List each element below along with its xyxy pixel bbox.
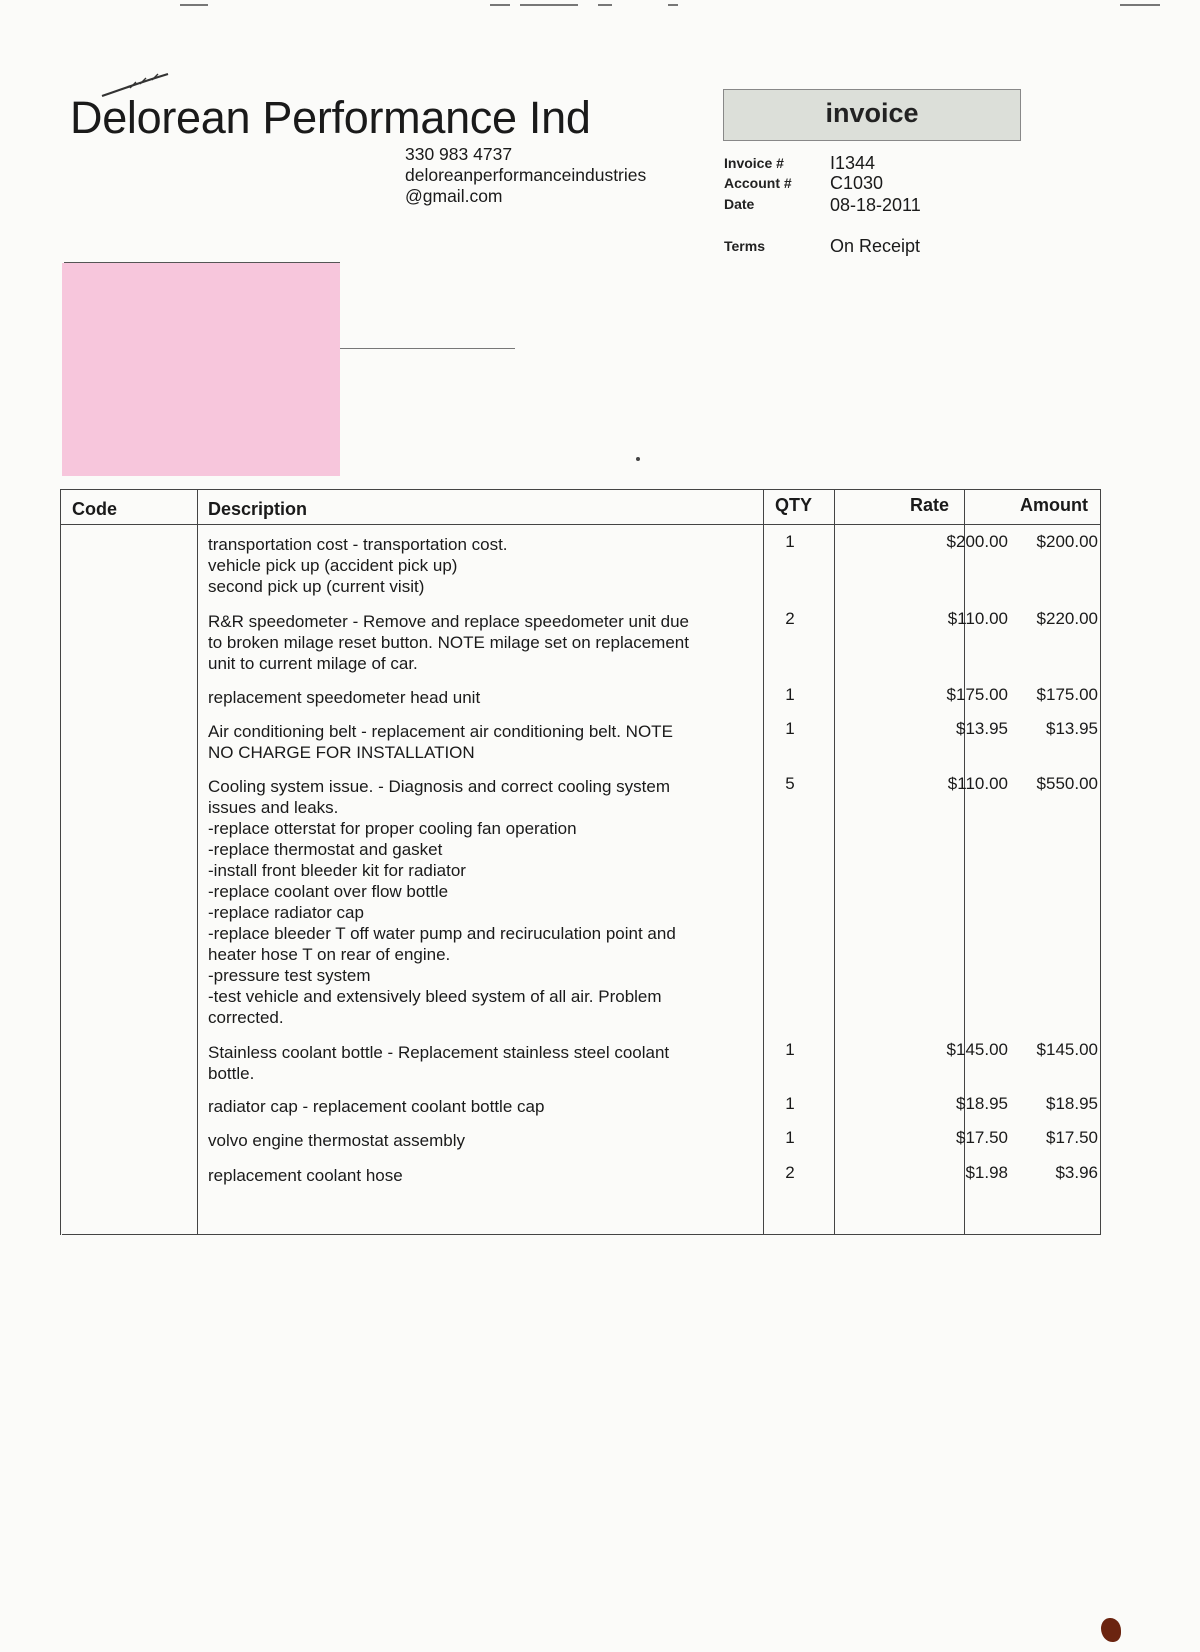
description-line: second pick up (current visit) [208,577,425,596]
invoice-title-box: invoice [723,89,1021,141]
description-line: Cooling system issue. - Diagnosis and correct cooling system [208,777,671,796]
table-border-right [1100,489,1101,1235]
date-value: 08-18-2011 [830,195,921,215]
row-amount: $13.95 [1046,719,1098,738]
row-description [208,1130,748,1151]
description-line: bottle. [208,1064,255,1083]
table-border-top [60,489,1101,490]
company-name: Delorean Performance Ind [70,92,591,143]
description-line: corrected. [208,1008,284,1027]
row-description [208,1096,748,1117]
table-col-divider [763,489,764,1235]
row-description [208,1165,748,1186]
terms-value: On Receipt [830,236,921,256]
description-line: to broken milage reset button. NOTE milage set on replacement [208,633,689,652]
description-line: Stainless coolant bottle - Replacement stainless steel coolant [208,1043,670,1062]
table-col-divider [197,489,198,1235]
company-email-line2: @gmail.com [405,186,503,206]
description-line: unit to current milage of car. [208,654,418,673]
row-amount: $3.96 [1055,1163,1098,1182]
description-line: -replace bleeder T off water pump and reciruculation point and [208,924,676,943]
row-description [208,611,748,674]
row-amount: $175.00 [1036,685,1098,704]
scan-mark [180,4,208,6]
scan-mark [668,4,678,6]
header-qty: QTY [775,495,813,515]
row-rate: $145.00 [946,1040,1008,1059]
line-items-table [60,489,1101,1235]
row-amount: $18.95 [1046,1094,1098,1113]
description-line: -replace coolant over flow bottle [208,882,449,901]
description-line: R&R speedometer - Remove and replace speedometer unit due [208,612,689,631]
invoice-number-label: Invoice # [724,155,784,171]
row-qty: 1 [785,685,795,704]
account-number-label: Account # [724,175,792,191]
invoice-number-value: I1344 [830,153,876,173]
description-line: -test vehicle and extensively bleed system of all air. Problem [208,987,662,1006]
description-line: volvo engine thermostat assembly [208,1131,466,1150]
divider-line [340,348,515,349]
row-description [208,687,748,708]
description-line: -replace otterstat for proper cooling fan operation [208,819,577,838]
company-phone: 330 983 4737 [405,144,513,164]
row-qty: 1 [785,719,795,738]
table-border-bottom [62,1234,1101,1235]
row-amount: $200.00 [1036,532,1098,551]
description-line: vehicle pick up (accident pick up) [208,556,458,575]
row-rate: $200.00 [946,532,1008,551]
company-email-line1: deloreanperformanceindustries [405,165,647,185]
description-line: replacement coolant hose [208,1166,403,1185]
row-qty: 1 [785,1094,795,1113]
description-line: radiator cap - replacement coolant bottle cap [208,1097,545,1116]
row-rate: $1.98 [965,1163,1008,1182]
row-qty: 1 [785,532,795,551]
table-border-left [60,489,61,1235]
row-qty: 2 [785,609,795,628]
row-rate: $110.00 [947,774,1008,793]
row-amount: $220.00 [1036,609,1098,628]
row-qty: 5 [785,774,795,793]
header-rate: Rate [910,495,950,515]
row-description [208,1042,748,1084]
header-amount: Amount [1020,495,1088,515]
row-amount: $550.00 [1036,774,1098,793]
scan-dot [636,457,640,461]
redacted-address-box [62,263,340,476]
row-description [208,721,748,763]
row-rate: $175.00 [946,685,1008,704]
terms-label: Terms [724,238,765,254]
description-line: Air conditioning belt - replacement air conditioning belt. NOTE [208,722,673,741]
description-line: -install front bleeder kit for radiator [208,861,466,880]
description-line: -pressure test system [208,966,371,985]
table-col-divider [964,489,965,1235]
description-line: heater hose T on rear of engine. [208,945,451,964]
description-line: replacement speedometer head unit [208,688,481,707]
row-qty: 1 [785,1128,795,1147]
row-rate: $17.50 [956,1128,1008,1147]
row-amount: $17.50 [1046,1128,1098,1147]
description-line: issues and leaks. [208,798,339,817]
header-description: Description [208,499,308,519]
row-qty: 2 [785,1163,795,1182]
row-description [208,534,748,597]
row-rate: $13.95 [956,719,1008,738]
scan-mark [1120,4,1160,6]
row-description [208,776,748,1028]
description-line: transportation cost - transportation cost. [208,535,508,554]
row-amount: $145.00 [1036,1040,1098,1059]
row-qty: 1 [785,1040,795,1059]
table-col-divider [834,489,835,1235]
date-label: Date [724,196,755,212]
scan-mark [490,4,510,6]
row-rate: $18.95 [956,1094,1008,1113]
row-rate: $110.00 [947,609,1008,628]
scan-mark [520,4,578,6]
description-line: -replace radiator cap [208,903,364,922]
ink-stain [1101,1618,1121,1642]
description-line: -replace thermostat and gasket [208,840,443,859]
table-header-divider [60,524,1101,525]
account-number-value: C1030 [830,173,884,193]
scan-mark [598,4,612,6]
company-contact [405,144,646,207]
description-line: NO CHARGE FOR INSTALLATION [208,743,475,762]
header-code: Code [72,499,117,519]
